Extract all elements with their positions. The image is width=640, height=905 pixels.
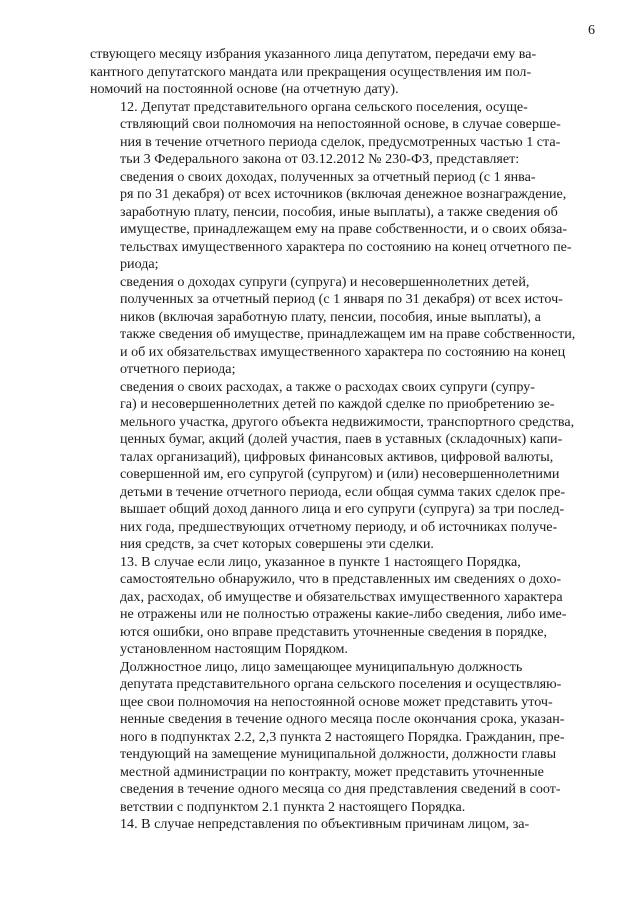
text-line: не отражены или не полностью отражены какие-либо сведения, либо име- — [120, 606, 567, 622]
text-line: кантного депутатского мандата или прекращения осуществления им пол- — [90, 63, 532, 80]
text-line: 14. В случае непредставления по объективным причинам лицом, за- — [120, 816, 530, 832]
text-line: них года, предшествующих отчетному периоду, и об источниках получе- — [120, 518, 558, 535]
text-line: имуществе, принадлежащем ему на праве собственности, и о своих обяза- — [120, 221, 568, 237]
text-line: ния в течение отчетного периода сделок, предусмотренных частью 1 ста- — [120, 133, 561, 150]
text-line: Должностное лицо, лицо замещающее муниципальную должность — [120, 658, 523, 675]
text-line: 13. В случае если лицо, указанное в пункте 1 настоящего Порядка, — [120, 553, 521, 570]
paragraph-continuation — [90, 46, 577, 99]
text-line: дах, расходах, об имуществе и обязательствах имущественного характера — [120, 588, 563, 605]
paragraph-14 — [90, 816, 577, 834]
text-line: щее свои полномочия на непостоянной основе может представить уточ- — [120, 693, 553, 710]
text-line: талах организаций), цифровых финансовых активов, цифровой валюты, — [120, 448, 554, 465]
text-line: ного в подпунктах 2.2, 2,3 пункта 2 настоящего Порядка. Гражданин, пре- — [120, 728, 565, 745]
text-line: депутата представительного органа сельского поселения и осуществляю- — [120, 676, 562, 692]
text-line: заработную плату, пенсии, пособия, иные выплаты), а также сведения об — [120, 203, 558, 220]
text-line: сведения о своих расходах, а также о расходах своих супруги (супру- — [120, 378, 535, 395]
text-line: сведения в течение одного месяца со дня представления сведений в соот- — [120, 781, 561, 797]
text-line: ря по 31 декабря) от всех источников (включая денежное вознаграждение, — [120, 186, 567, 202]
text-line: полученных за отчетный период (с 1 января по 31 декабря) от всех источ- — [120, 291, 563, 307]
paragraph-12-spouse-income — [90, 274, 577, 379]
text-line: местной администрации по контракту, может представить уточненные — [120, 763, 544, 780]
text-line: тендующий на замещение муниципальной должности, должности главы — [120, 746, 557, 762]
paragraph-13-official — [90, 659, 577, 817]
text-line: сведения о своих доходах, полученных за отчетный период (с 1 янва- — [120, 168, 536, 185]
text-line: совершенной им, его супругой (супругом) и (или) несовершеннолетними — [120, 466, 560, 482]
text-line: ников (включая заработную плату, пенсии, пособия, иные выплаты), а — [120, 308, 541, 325]
text-line: мельного участка, другого объекта недвижимости, транспортного средства, — [120, 413, 575, 430]
text-line: риода; — [120, 256, 159, 272]
document-body — [90, 46, 577, 834]
paragraph-12-income — [90, 169, 577, 274]
text-line: ствующего месяцу избрания указанного лица депутатом, передачи ему ва- — [90, 46, 537, 62]
text-line: ветствии с подпунктом 2.1 пункта 2 настоящего Порядка. — [120, 798, 466, 815]
text-line: ненные сведения в течение одного месяца после окончания срока, указан- — [120, 711, 565, 727]
text-line: также сведения об имуществе, принадлежащем им на праве собственности, — [120, 326, 576, 342]
paragraph-12-expenses — [90, 379, 577, 554]
text-line: установленном настоящим Порядком. — [120, 641, 348, 657]
text-line: вышает общий доход данного лица и его супруги (супруга) за три послед- — [120, 501, 565, 517]
text-line: ствляющий свои полномочия на непостоянной основе, в случае соверше- — [120, 116, 561, 132]
text-line: сведения о доходах супруги (супруга) и несовершеннолетних детей, — [120, 273, 530, 290]
text-line: отчетного периода; — [120, 361, 236, 377]
text-line: тьи 3 Федерального закона от 03.12.2012 № 230-ФЗ, представляет: — [120, 151, 520, 167]
text-line: самостоятельно обнаружило, что в представленных им сведениях о дохо- — [120, 571, 562, 587]
text-line: ценных бумаг, акций (долей участия, паев в уставных (складочных) капи- — [120, 431, 563, 447]
text-line: детьми в течение отчетного периода, если общая сумма таких сделок пре- — [120, 483, 566, 500]
text-line: ются ошибки, оно вправе представить уточненные сведения в порядке, — [120, 623, 548, 640]
paragraph-12 — [90, 99, 577, 169]
text-line: ния средств, за счет которых совершены эти сделки. — [120, 536, 434, 552]
text-line: номочий на постоянной основе (на отчетную дату). — [90, 81, 399, 97]
text-line: тельствах имущественного характера по состоянию на конец отчетного пе- — [120, 238, 572, 255]
text-line: 12. Депутат представительного органа сельского поселения, осуще- — [120, 98, 528, 115]
paragraph-13 — [90, 554, 577, 659]
text-line: га) и несовершеннолетних детей по каждой сделке по приобретению зе- — [120, 396, 555, 412]
page-number: 6 — [588, 23, 595, 38]
text-line: и об их обязательствах имущественного характера по состоянию на конец — [120, 343, 566, 360]
